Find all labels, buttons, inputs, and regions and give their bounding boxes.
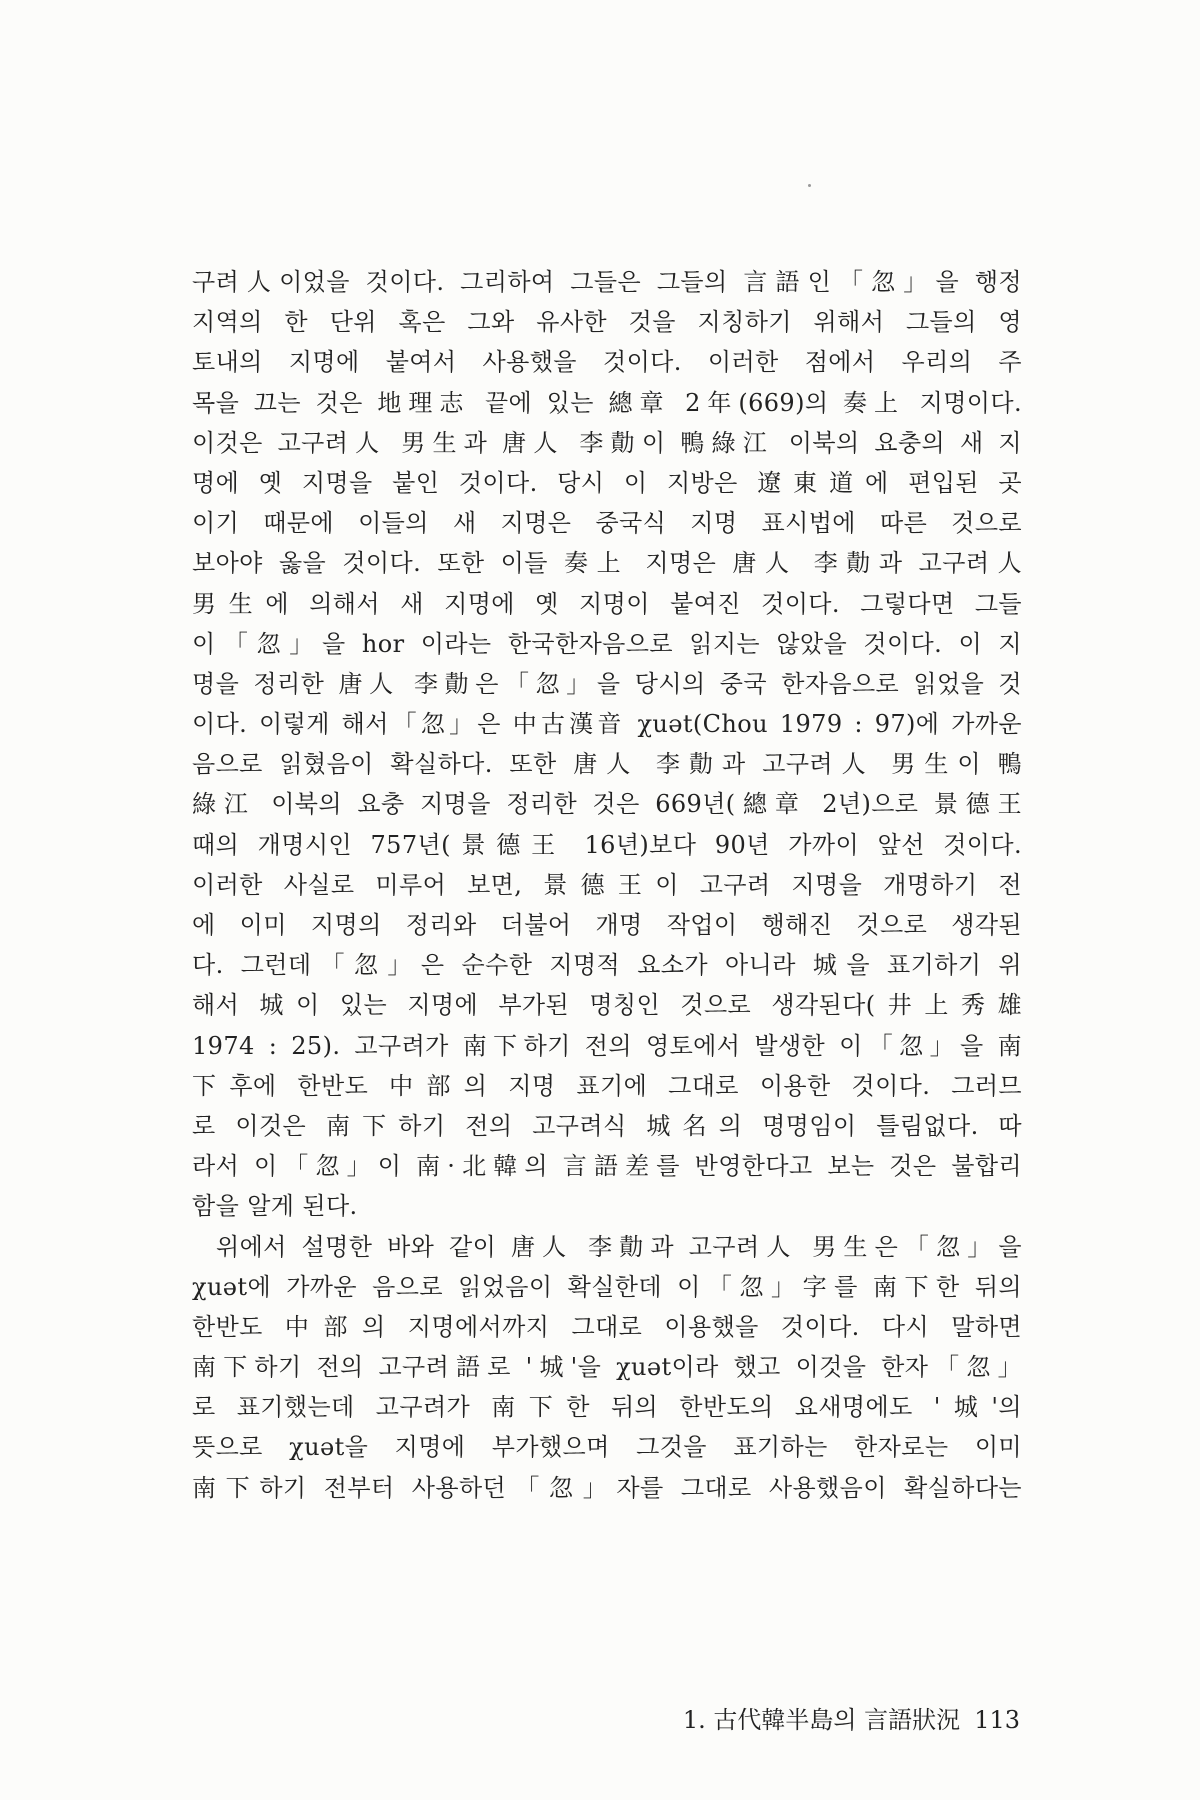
body-line: 해서 城이 있는 지명에 부가된 명칭인 것으로 생각된다(井上秀雄 xyxy=(192,991,1022,1020)
running-title: 1. 古代韓半島의 言語狀況 xyxy=(682,1706,961,1734)
body-line: 이러한 사실로 미루어 보면, 景德王이 고구려 지명을 개명하기 전 xyxy=(192,870,1022,899)
body-line: 음으로 읽혔음이 확실하다. 또한 唐人 李勣과 고구려人 男生이 鴨 xyxy=(192,750,1022,779)
paragraph-start-line: 위에서 설명한 바와 같이 唐人 李勣과 고구려人 男生은「忽」을 xyxy=(216,1232,1022,1261)
body-line: χuət에 가까운 음으로 읽었음이 확실한데 이「忽」字를 南下한 뒤의 xyxy=(192,1272,1022,1301)
body-line: 이「忽」을 hor 이라는 한국한자음으로 읽지는 않았을 것이다. 이 지 xyxy=(192,629,1022,658)
body-line: 때의 개명시인 757년(景德王 16년)보다 90년 가까이 앞선 것이다. xyxy=(192,830,1022,859)
scan-speck xyxy=(808,184,811,187)
body-line: 綠江 이북의 요충 지명을 정리한 것은 669년(總章 2년)으로 景德王 xyxy=(192,790,1022,819)
body-line: 南下하기 전의 고구려語로 '城'을 χuət이라 했고 이것을 한자「忽」 xyxy=(192,1353,1022,1382)
page-footer xyxy=(640,1700,1020,1735)
page-body xyxy=(192,262,1022,1508)
body-line: 下후에 한반도 中部의 지명 표기에 그대로 이용한 것이다. 그러므 xyxy=(192,1071,1022,1100)
body-line: 목을 끄는 것은 地理志 끝에 있는 總章 2年(669)의 奏上 지명이다. xyxy=(192,388,1022,417)
body-line: 한반도 中部의 지명에서까지 그대로 이용했을 것이다. 다시 말하면 xyxy=(192,1312,1022,1341)
body-line: 이것은 고구려人 男生과 唐人 李勣이 鴨綠江 이북의 요충의 새 지 xyxy=(192,428,1022,457)
body-line: 로 이것은 南下하기 전의 고구려식 城名의 명명임이 틀림없다. 따 xyxy=(192,1111,1022,1140)
body-line: 에 이미 지명의 정리와 더불어 개명 작업이 행해진 것으로 생각된 xyxy=(192,911,1022,939)
body-line: 지역의 한 단위 혹은 그와 유사한 것을 지칭하기 위해서 그들의 영 xyxy=(192,308,1022,337)
body-line: 南下하기 전부터 사용하던「忽」자를 그대로 사용했음이 확실하다는 xyxy=(192,1473,1022,1502)
body-line: 구려人이었을 것이다. 그리하여 그들은 그들의 言語인「忽」을 행정 xyxy=(192,268,1022,296)
page-number: 113 xyxy=(974,1706,1020,1734)
body-line: 명에 옛 지명을 붙인 것이다. 당시 이 지방은 遼東道에 편입된 곳 xyxy=(192,468,1022,497)
body-line: 이기 때문에 이들의 새 지명은 중국식 지명 표시법에 따른 것으로 xyxy=(192,509,1022,538)
body-line: 토내의 지명에 붙여서 사용했을 것이다. 이러한 점에서 우리의 주 xyxy=(192,348,1022,377)
body-line: 로 표기했는데 고구려가 南下한 뒤의 한반도의 요새명에도 '城'의 xyxy=(192,1393,1022,1422)
body-line: 보아야 옳을 것이다. 또한 이들 奏上 지명은 唐人 李勣과 고구려人 xyxy=(192,549,1022,578)
body-line: 다. 그런데「忽」은 순수한 지명적 요소가 아니라 城을 표기하기 위 xyxy=(192,951,1022,980)
body-line: 男生에 의해서 새 지명에 옛 지명이 붙여진 것이다. 그렇다면 그들 xyxy=(192,589,1022,618)
body-line: 라서 이「忽」이 南·北韓의 言語差를 반영한다고 보는 것은 불합리 xyxy=(192,1152,1022,1181)
body-line: 뜻으로 χuət을 지명에 부가했으며 그것을 표기하는 한자로는 이미 xyxy=(192,1433,1022,1462)
body-line: 명을 정리한 唐人 李勣은「忽」을 당시의 중국 한자음으로 읽었을 것 xyxy=(192,669,1022,698)
body-line: 이다. 이렇게 해서「忽」은 中古漢音 χuət(Chou 1979 : 97)에 가까운 xyxy=(192,710,1022,739)
body-line: 1974 : 25). 고구려가 南下하기 전의 영토에서 발생한 이「忽」을 南 xyxy=(192,1031,1022,1060)
paragraph-end-line: 함을 알게 된다. xyxy=(192,1192,358,1221)
